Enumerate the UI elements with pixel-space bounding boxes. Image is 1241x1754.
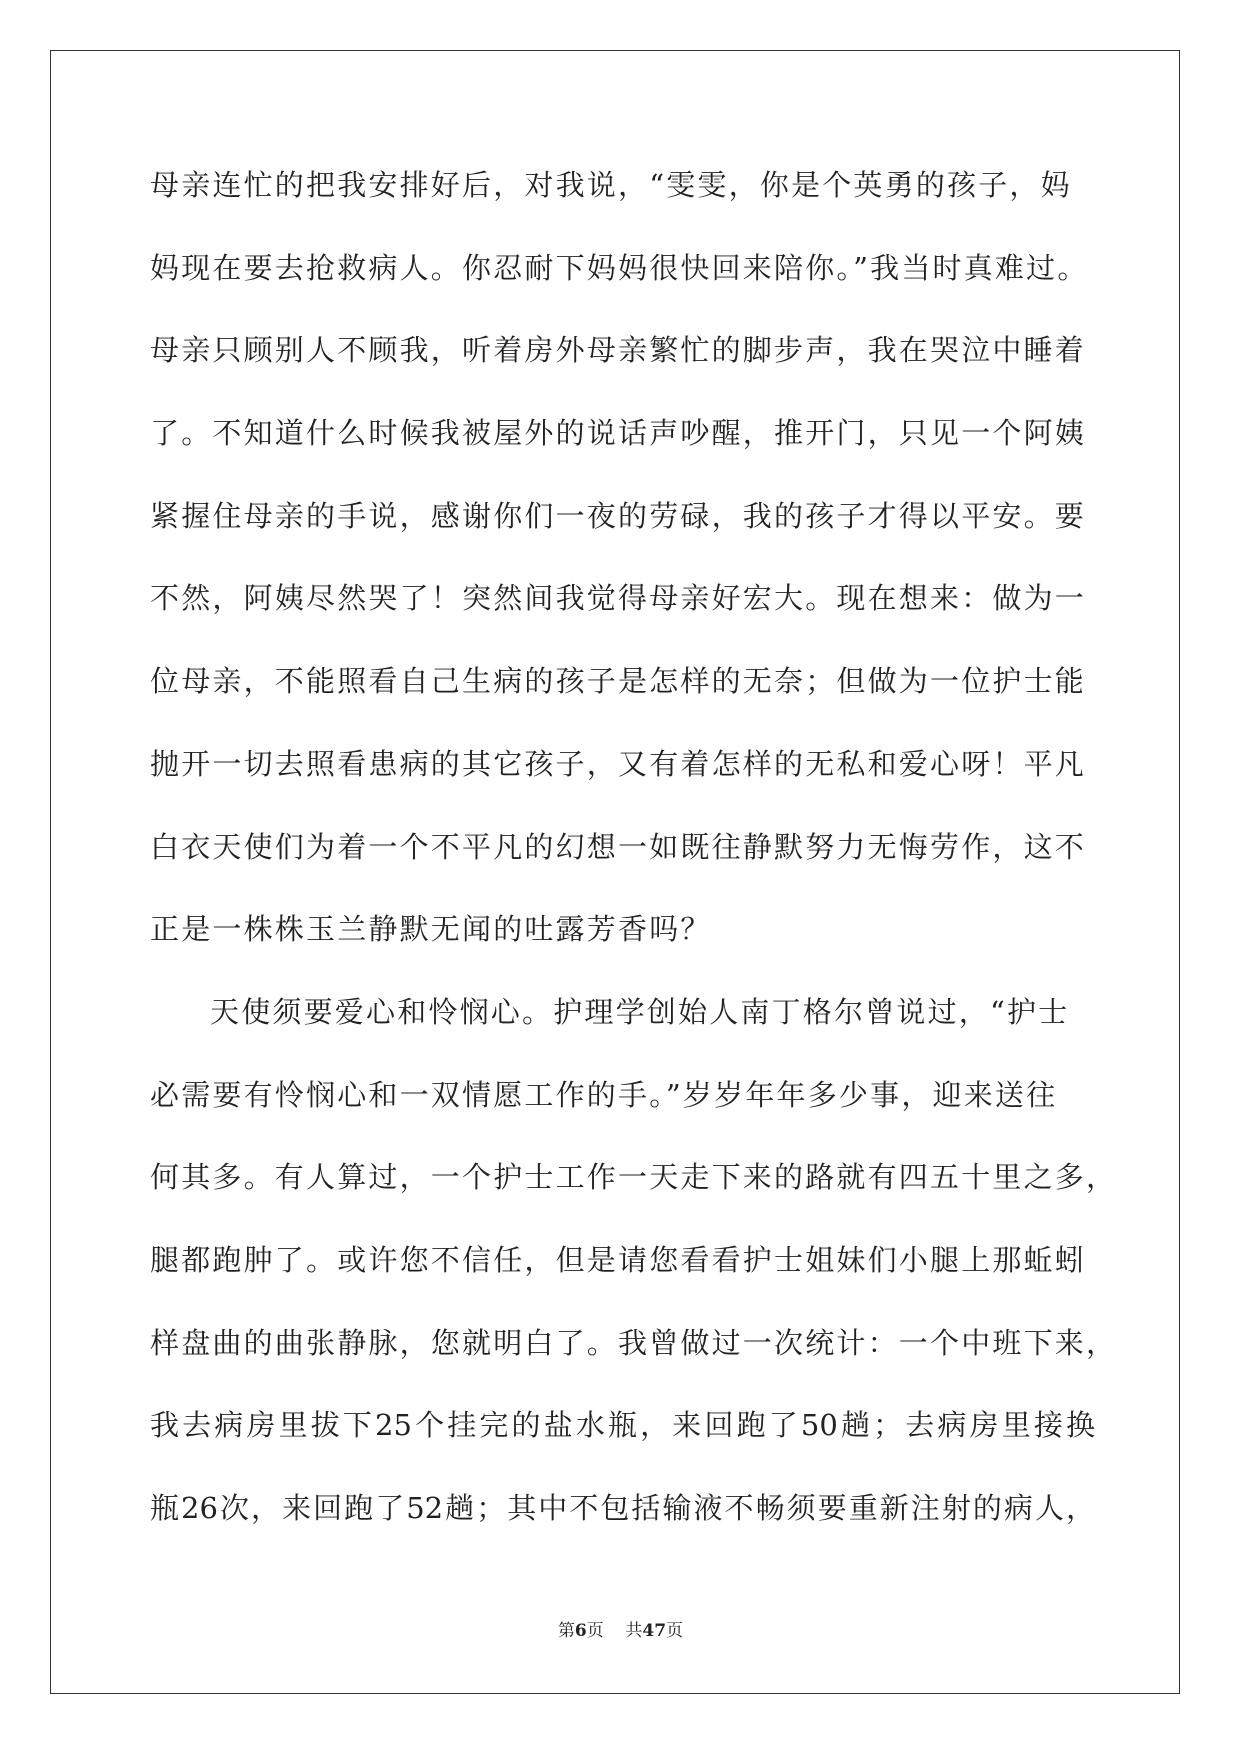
total-prefix: 共: [625, 1621, 643, 1641]
text-line: 抛开一切去照看患病的其它孩子，又有着怎样的无私和爱心呀！平凡: [150, 746, 1087, 781]
text-line: 样盘曲的曲张静脉，您就明白了。我曾做过一次统计：一个中班下来，: [150, 1325, 1118, 1360]
text-line: 瓶26次，来回跑了52趟；其中不包括输液不畅须要重新注射的病人，: [150, 1491, 1095, 1525]
total-pages: 47: [642, 1621, 667, 1641]
page-prefix: 第: [557, 1621, 575, 1641]
text-line: 我去病房里拔下25个挂完的盐水瓶，来回跑了50趟；去病房里接换: [150, 1408, 1095, 1443]
text-line: 母亲只顾别人不顾我，听着房外母亲繁忙的脚步声，我在哭泣中睡着: [150, 333, 1087, 368]
page-suffix: 页: [586, 1621, 604, 1641]
text-line: 腿都跑肿了。或许您不信任，但是请您看看护士姐妹们小腿上那蚯蚓: [150, 1242, 1087, 1277]
text-line: 必需要有怜悯心和一双情愿工作的手。”岁岁年年多少事，迎来送往: [150, 1077, 1058, 1112]
text-line: 白衣天使们为着一个不平凡的幻想一如既往静默努力无悔劳作，这不: [150, 829, 1087, 864]
page-footer: [0, 1616, 1241, 1641]
text-line: 紧握住母亲的手说，感谢你们一夜的劳碌，我的孩子才得以平安。要: [150, 498, 1087, 533]
text-line: 正是一株株玉兰静默无闻的吐露芳香吗？: [150, 912, 712, 947]
total-suffix: 页: [666, 1621, 684, 1641]
text-line: 不然，阿姨尽然哭了！突然间我觉得母亲好宏大。现在想来：做为一: [150, 581, 1087, 616]
text-line: 了。不知道什么时候我被屋外的说话声吵醒，推开门，只见一个阿姨: [150, 416, 1087, 451]
text-line: 何其多。有人算过，一个护士工作一天走下来的路就有四五十里之多，: [150, 1160, 1118, 1195]
document-body: [150, 163, 1118, 1569]
text-line: 位母亲，不能照看自己生病的孩子是怎样的无奈；但做为一位护士能: [150, 664, 1087, 699]
page-number: 6: [574, 1621, 587, 1641]
text-line: 母亲连忙的把我安排好后，对我说，“雯雯，你是个英勇的孩子，妈: [150, 168, 1072, 202]
paragraph-first-line: 天使须要爱心和怜悯心。护理学创始人南丁格尔曾说过，“护士: [210, 994, 1070, 1029]
text-line: 妈现在要去抢救病人。你忍耐下妈妈很快回来陪你。”我当时真难过。: [150, 250, 1089, 285]
